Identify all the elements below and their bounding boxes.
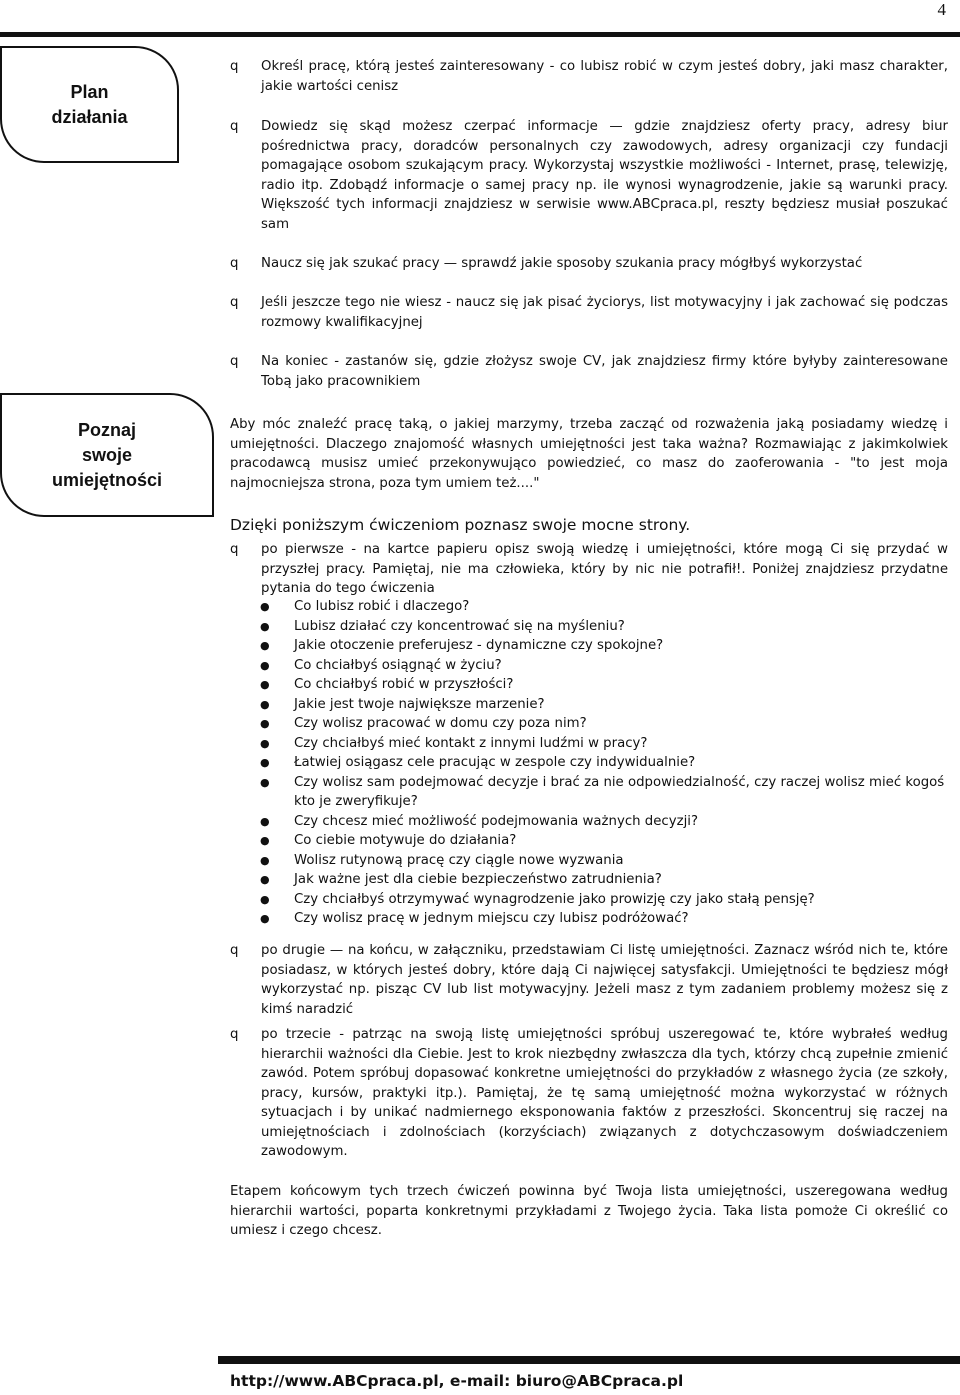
- closing-paragraph: Etapem końcowym tych trzech ćwiczeń powinna być Twoja lista umiejętności, uszeregowana według hierarchii wartości, poparta konkretnymi przykładami z Twojego życia. Taka lista pomoże Ci określić co umiesz i czego chcesz.: [230, 1184, 948, 1238]
- footer-contact: http://www.ABCpraca.pl, e-mail: biuro@ABCpraca.pl: [230, 1372, 684, 1390]
- exercise-step-text: po drugie — na końcu, w załączniku, przedstawiam Ci listę umiejętności. Zaznacz wśród nich te, które posiadasz, w których jesteś dobry, które dają Ci najwięcej satysfakcji. Umiejętności te będziesz mógł wykorzystać np. pisząc CV lub list motywacyjny. Jeżeli masz z tym zadaniem problemy możesz się z kimś naradzić: [261, 943, 948, 1017]
- plan-item-text: Naucz się jak szukać pracy — sprawdź jakie sposoby szukania pracy mógłbyś wykorzystać: [261, 256, 863, 271]
- plan-item-text: Jeśli jeszcze tego nie wiesz - naucz się jak pisać życiorys, list motywacyjny i jak zachować się podczas rozmowy kwalifikacyjnej: [261, 295, 948, 330]
- plan-item-text: Określ pracę, którą jesteś zainteresowany - co lubisz robić w czym jesteś dobry, jaki masz charakter, jakie wartości cenisz: [261, 59, 948, 94]
- header-rule: [0, 32, 960, 37]
- plan-dzialania-box: [0, 46, 179, 163]
- bullet-marker: q: [230, 542, 239, 557]
- question-item: ● Czy wolisz pracować w domu czy poza nim?: [260, 714, 950, 734]
- bullet-marker: q: [230, 256, 239, 271]
- question-item: ● Czy chciałbyś mieć kontakt z innymi ludźmi w pracy?: [260, 734, 950, 754]
- question-item: ● Czy chcesz mieć możliwość podejmowania ważnych decyzji?: [260, 812, 950, 832]
- plan-item-text: Dowiedz się skąd możesz czerpać informacje — gdzie znajdziesz oferty pracy, adresy biur pośrednictwa pracy, doradców personalnych czy zawodowych, adresy organizacji czy fundacji pomagające osobom szukającym pracy. Wykorzystaj wszystkie możliwości - Internet, prasę, telewizję, radio itp. Zdobądź informacje o samej pracy np. ile wynosi wynagrodzenie, jakie są warunki pracy. Większość tych informacji znajdziesz w serwisie www.ABCpraca.pl, reszty będziesz musiał poszukać sam: [261, 119, 948, 232]
- exercise-step-text: po trzecie - patrząc na swoją listę umiejętności spróbuj uszeregować te, które wybrałeś według hierarchii ważności dla Ciebie. Jest to krok niezbędny zwłaszcza dla tych, którzy chcą zupełnie zmienić zawód. Potem spróbuj dopasować konkretne umiejętności do przykładów z własnego życia (ze szkoły, pracy, kursów, praktyki itp.). Pamiętaj, że tę samą umiejętność można wykorzystać w różnych sytuacjach i by unikać nadmiernego eksponowania faktów z przeszłości. Skoncentruj się raczej na umiejętnościach i zdolnościach (korzyściach) związanych z dotychczasowym doświadczeniem zawodowym.: [261, 1027, 948, 1159]
- page-number: 4: [937, 0, 946, 19]
- exercises-heading: Dzięki poniższym ćwiczeniom poznasz swoje mocne strony.: [230, 516, 691, 534]
- question-item: ● Co ciebie motywuje do działania?: [260, 831, 950, 851]
- question-item: ● Czy wolisz sam podejmować decyzje i brać za nie odpowiedzialność, czy raczej wolisz mieć kogoś kto je zweryfikuje?: [260, 773, 950, 812]
- footer-rule: [218, 1356, 960, 1364]
- bullet-marker: q: [230, 354, 239, 369]
- bullet-marker: q: [230, 295, 239, 310]
- question-item: ● Jakie jest twoje największe marzenie?: [260, 695, 950, 715]
- questions-list: [260, 597, 950, 929]
- question-item: ● Co chciałbyś robić w przyszłości?: [260, 675, 950, 695]
- question-item: ● Jakie otoczenie preferujesz - dynamiczne czy spokojne?: [260, 636, 950, 656]
- bullet-marker: q: [230, 119, 239, 134]
- exercise-step-text: po pierwsze - na kartce papieru opisz swoją wiedzę i umiejętności, które mogą Ci się przydać w przyszłej pracy. Pamiętaj, nie ma człowieka, który by nic nie potrafił!. Poniżej znajdziesz przydatne pytania do tego ćwiczenia: [261, 542, 948, 596]
- question-item: ● Jak ważne jest dla ciebie bezpieczeństwo zatrudnienia?: [260, 870, 950, 890]
- poznaj-umiejetnosci-box: [0, 393, 214, 517]
- question-item: ● Wolisz rutynową pracę czy ciągle nowe wyzwania: [260, 851, 950, 871]
- question-item: ● Lubisz działać czy koncentrować się na myśleniu?: [260, 617, 950, 637]
- plan-dzialania-label: Plan działania: [51, 81, 128, 127]
- question-item: ● Łatwiej osiągasz cele pracując w zespole czy indywidualnie?: [260, 753, 950, 773]
- intro-paragraph: Aby móc znaleźć pracę taką, o jakiej marzymy, trzeba zacząć od rozważenia jaką posiadamy wiedzę i umiejętności. Dlaczego znajomość własnych umiejętności jest taka ważna? Rozmawiając z jakimkolwiek pracodawcą musisz umieć przekonywująco powiedzieć, co masz do zaoferowania - "to jest moja najmocniejsza strona, poza tym umiem też....": [230, 417, 948, 491]
- bullet-marker: q: [230, 943, 239, 958]
- question-item: ● Co lubisz robić i dlaczego?: [260, 597, 950, 617]
- bullet-marker: q: [230, 1027, 239, 1042]
- question-item: ● Co chciałbyś osiągnąć w życiu?: [260, 656, 950, 676]
- plan-item-text: Na koniec - zastanów się, gdzie złożysz swoje CV, jak znajdziesz firmy które byłyby zainteresowane Tobą jako pracownikiem: [261, 354, 948, 389]
- question-item: ● Czy wolisz pracę w jednym miejscu czy lubisz podróżować?: [260, 909, 950, 929]
- bullet-marker: q: [230, 59, 239, 74]
- poznaj-umiejetnosci-label: Poznaj swoje umiejętności: [52, 419, 163, 490]
- question-item: ● Czy chciałbyś otrzymywać wynagrodzenie jako prowizję czy jako stałą pensję?: [260, 890, 950, 910]
